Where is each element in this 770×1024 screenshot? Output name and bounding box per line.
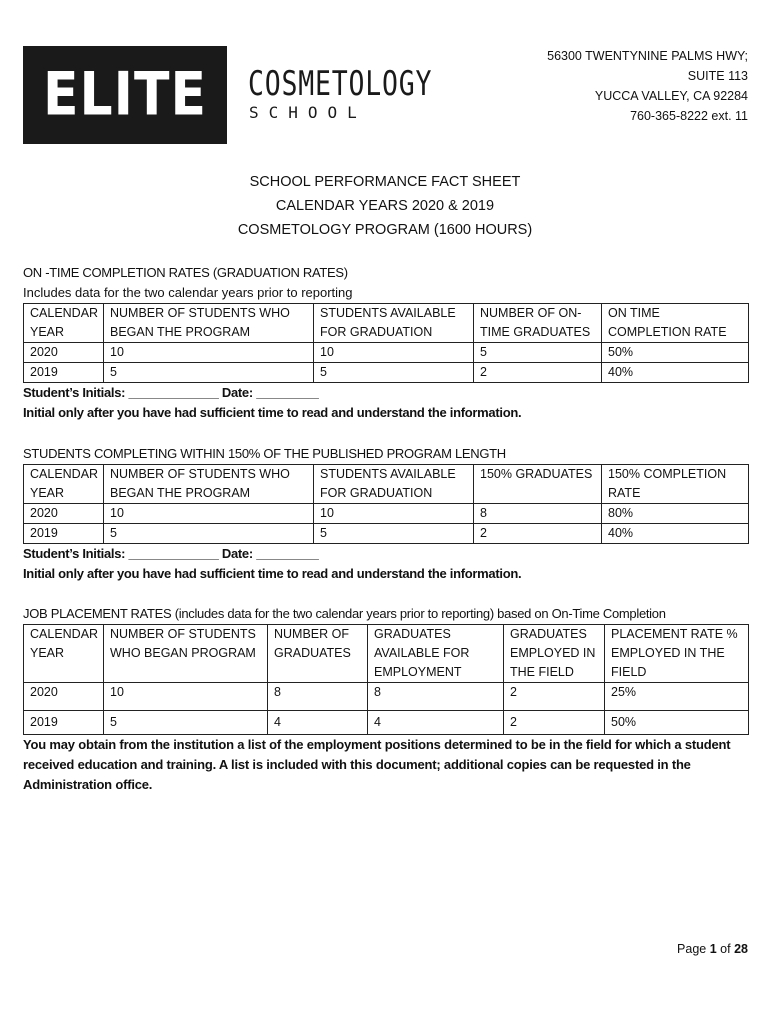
job-placement-table	[23, 624, 749, 735]
table-cell: 2020	[24, 343, 104, 363]
table-row	[24, 363, 749, 383]
section-heading: JOB PLACEMENT RATES (includes data for the two calendar years prior to reporting) based on On-Time Completion	[23, 606, 666, 621]
section-subheading: Includes data for the two calendar years prior to reporting	[23, 285, 353, 300]
table-cell: 2020	[24, 504, 104, 524]
header-cell: NUMBER OF STUDENTS WHO BEGAN THE PROGRAM	[104, 304, 314, 343]
table-cell: 8	[368, 683, 504, 711]
header-cell: GRADUATES AVAILABLE FOR EMPLOYMENT	[368, 625, 504, 683]
completion-table	[23, 303, 749, 383]
section-heading: STUDENTS COMPLETING WITHIN 150% OF THE PUBLISHED PROGRAM LENGTH	[23, 446, 506, 461]
logo-cosmetology-text: COSMETOLOGY	[248, 64, 433, 104]
doc-title: SCHOOL PERFORMANCE FACT SHEET	[249, 174, 521, 190]
table-cell: 40%	[602, 363, 749, 383]
employment-list-note: You may obtain from the institution a list of the employment positions determined to be in the field for which a student received education and training. A list is included with this document; additional copies can be requested in the Administration office.	[23, 737, 731, 792]
table-row	[24, 504, 749, 524]
table-header-row	[24, 304, 749, 343]
table-row	[24, 524, 749, 544]
table-row	[24, 711, 749, 735]
initials-note: Initial only after you have had sufficient time to read and understand the information.	[23, 405, 522, 420]
header-cell: NUMBER OF ON-TIME GRADUATES	[474, 304, 602, 343]
table-cell: 50%	[602, 343, 749, 363]
section-150-completion	[23, 444, 748, 584]
header-cell: NUMBER OF STUDENTS WHO BEGAN THE PROGRAM	[104, 465, 314, 504]
table-cell: 10	[314, 343, 474, 363]
school-address	[547, 46, 748, 126]
table-cell: 5	[474, 343, 602, 363]
header-cell: STUDENTS AVAILABLE FOR GRADUATION	[314, 465, 474, 504]
table-cell: 2	[474, 524, 602, 544]
logo-elite-text: ELITE	[43, 60, 207, 130]
header-cell: CALENDAR YEAR	[24, 625, 104, 683]
address-phone: 760-365-8222 ext. 11	[630, 109, 748, 123]
table-cell: 2	[504, 711, 605, 735]
section-heading: ON -TIME COMPLETION RATES (GRADUATION RATES)	[23, 265, 348, 280]
section-job-placement	[23, 604, 748, 795]
table-cell: 10	[104, 504, 314, 524]
table-cell: 10	[104, 343, 314, 363]
table-cell: 4	[368, 711, 504, 735]
table-cell: 8	[474, 504, 602, 524]
initials-note: Initial only after you have had sufficient time to read and understand the information.	[23, 566, 522, 581]
table-cell: 2019	[24, 524, 104, 544]
table-cell: 40%	[602, 524, 749, 544]
page-word: Page	[677, 942, 707, 956]
table-cell: 2020	[24, 683, 104, 711]
table-header-row	[24, 465, 749, 504]
header-cell: CALENDAR YEAR	[24, 304, 104, 343]
table-cell: 5	[104, 363, 314, 383]
student-initials-line: Student’s Initials: _____________ Date: _________	[23, 546, 319, 561]
header-cell: STUDENTS AVAILABLE FOR GRADUATION	[314, 304, 474, 343]
total-pages: 28	[734, 942, 748, 956]
table-cell: 80%	[602, 504, 749, 524]
table-cell: 5	[314, 524, 474, 544]
table-cell: 25%	[605, 683, 749, 711]
completion-150-table	[23, 464, 749, 544]
header-cell: 150% COMPLETION RATE	[602, 465, 749, 504]
table-cell: 8	[268, 683, 368, 711]
header-cell: GRADUATES EMPLOYED IN THE FIELD	[504, 625, 605, 683]
table-cell: 2019	[24, 711, 104, 735]
header-cell: NUMBER OF STUDENTS WHO BEGAN PROGRAM	[104, 625, 268, 683]
header-cell: PLACEMENT RATE % EMPLOYED IN THE FIELD	[605, 625, 749, 683]
logo-school-text: SCHOOL	[249, 103, 367, 122]
page-number	[677, 942, 748, 956]
table-row	[24, 343, 749, 363]
doc-program: COSMETOLOGY PROGRAM (1600 HOURS)	[237, 222, 533, 238]
table-cell: 10	[314, 504, 474, 524]
table-header-row	[24, 625, 749, 683]
address-line-3: YUCCA VALLEY, CA 92284	[594, 89, 748, 103]
document-titles	[0, 170, 770, 242]
table-cell: 2019	[24, 363, 104, 383]
table-cell: 2	[474, 363, 602, 383]
of-word: of	[720, 942, 731, 956]
table-row	[24, 683, 749, 711]
address-line-2: SUITE 113	[687, 69, 748, 83]
table-cell: 5	[104, 524, 314, 544]
header-cell: CALENDAR YEAR	[24, 465, 104, 504]
table-cell: 2	[504, 683, 605, 711]
table-cell: 5	[314, 363, 474, 383]
current-page: 1	[709, 942, 717, 956]
header-cell: ON TIME COMPLETION RATE	[602, 304, 749, 343]
table-cell: 10	[104, 683, 268, 711]
section-on-time-completion	[23, 263, 748, 423]
student-initials-line: Student’s Initials: _____________ Date: _________	[23, 385, 319, 400]
address-line-1: 56300 TWENTYNINE PALMS HWY;	[547, 49, 748, 63]
table-cell: 5	[104, 711, 268, 735]
table-cell: 4	[268, 711, 368, 735]
header-cell: 150% GRADUATES	[474, 465, 602, 504]
logo-elite	[23, 46, 227, 144]
header-cell: NUMBER OF GRADUATES	[268, 625, 368, 683]
doc-years: CALENDAR YEARS 2020 & 2019	[275, 198, 495, 214]
table-cell: 50%	[605, 711, 749, 735]
